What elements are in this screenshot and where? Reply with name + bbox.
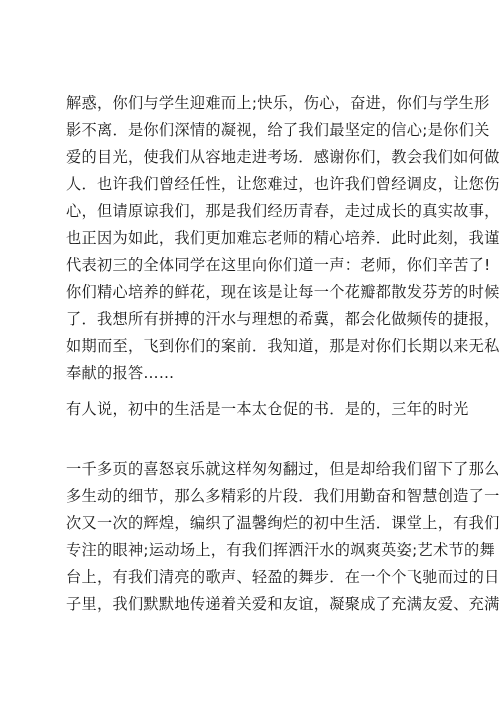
- text-line: 心，但请原谅我们，那是我们经历青春，走过成长的真实故事，: [66, 202, 500, 220]
- paragraph-3: [66, 456, 500, 618]
- text-line: 爱的目光，使我们从容地走进考场．感谢你们，教会我们如何做: [66, 148, 500, 166]
- paragraph-1: [66, 90, 500, 387]
- text-line: 子里，我们默默地传递着关爱和友谊，凝聚成了充满友爱、充满: [66, 595, 500, 613]
- text-line: 台上，有我们清亮的歌声、轻盈的舞步．在一个个飞驰而过的日: [66, 568, 500, 586]
- text-line: 了．我想所有拼搏的汗水与理想的希冀，都会化做频传的捷报，: [66, 310, 500, 328]
- text-line: 也正因为如此，我们更加难忘老师的精心培养．此时此刻，我谨: [66, 229, 500, 247]
- text-line: 次又一次的辉煌，编织了温馨绚烂的初中生活．课堂上，有我们: [66, 514, 500, 532]
- text-line: 奉献的报答……: [66, 364, 175, 382]
- text-line: 人．也许我们曾经任性，让您难过，也许我们曾经调皮，让您伤: [66, 175, 500, 193]
- text-line: 解惑，你们与学生迎难而上;快乐，伤心，奋进，你们与学生形: [66, 94, 490, 112]
- text-line: 你们精心培养的鲜花，现在该是让每一个花瓣都散发芬芳的时候: [66, 283, 500, 301]
- text-line: 有人说，初中的生活是一本太仓促的书．是的，三年的时光: [66, 400, 469, 418]
- text-line: 代表初三的全体同学在这里向你们道一声：老师，你们辛苦了!: [66, 256, 491, 274]
- text-line: 影不离．是你们深情的凝视，给了我们最坚定的信心;是你们关: [66, 121, 490, 139]
- text-line: 专注的眼神;运动场上，有我们挥洒汗水的飒爽英姿;艺术节的舞: [66, 541, 495, 559]
- text-line: 如期而至，飞到你们的案前．我知道，那是对你们长期以来无私: [66, 337, 500, 355]
- text-line: 一千多页的喜怒哀乐就这样匆匆翻过，但是却给我们留下了那么: [66, 460, 500, 478]
- paragraph-2: [66, 396, 469, 423]
- text-line: 多生动的细节，那么多精彩的片段．我们用勤奋和智慧创造了一: [66, 487, 500, 505]
